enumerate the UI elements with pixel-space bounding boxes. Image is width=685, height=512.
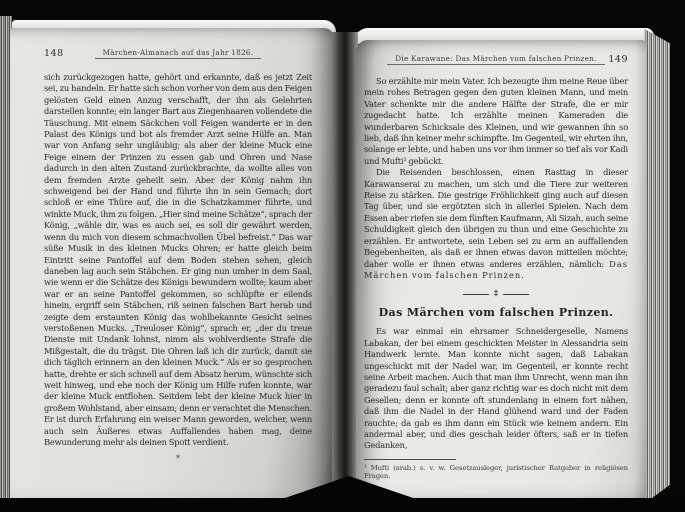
page-fore-edge-right (644, 24, 670, 504)
footnote-rule (364, 459, 456, 460)
left-page-body: sich zurückgezogen hatte, gehört und erkannte, daß es jetzt Zeit sei, zu handeln. Er hatte sich schon vorher von dem aus den Feigen gelösten Geld einen Anzug verschafft, der ihn als Gelehrten darstellen konnte; ein langer Bart aus Ziegenhaaren vollendete die Täuschung. Mit einem Säckchen voll Feigen wanderte er in den Palast des Königs und bot als fremder Arzt seine Hülfe an. Man war von Anfang sehr ungläubig; als aber der kleine Muck eine Feige einem der Prinzen zu essen gab und Ohren und Nase dadurch in den alten Zustand zurückbrachte, da wollte alles von dem fremden Arzte geheilt sein. Aber der König nahm ihn schweigend bei der Hand und führte ihn in sein Gemach; dort schloß er eine Thüre auf, die in die Schatzkammer führte, und winkte Muck, ihm zu folgen. „Hier sind meine Schätze“, sprach der König, „wähle dir, was es auch sei, es soll dir gewährt werden, wenn du mich von diesem schmachvollen Übel befreist.“ Das war süße Musik in des kleinen Mucks Ohren; er hatte gleich beim Eintritt seine Pantoffel auf dem Boden stehen sehen, gleich daneben lag auch sein Stäbchen. Er ging nun umher in dem Saal, wie wenn er die Schätze des Königs bewundern wollte; kaum aber war er an seine Pantoffel gekommen, so schlüpfte er eilends hinein, ergriff sein Stäbchen, riß seinen falschen Bart herab und zeigte dem erstaunten König das wohlbekannte Gesicht seines verstoßenen Mucks. „Treuloser König“, sprach er, „der du treue Dienste mit Undank lohnst, nimm als wohlverdiente Strafe die Mißgestalt, die du trägst. Die Ohren laß ich dir zurück, damit sie dich täglich erinnern an den kleinen Muck.“ Als er so gesprochen hatte, drehte er sich schnell auf dem Absatz herum, wünschte sich weit hinweg, und ehe noch der König um Hilfe rufen konnte, war der kleine Muck entflohen. Seitdem lebt der kleine Muck hier in großem Wohlstand, aber einsam; denn er verachtet die Menschen. Er ist durch Erfahrung ein weiser Mann geworden, welcher, wenn auch sein Äußeres etwas Auffallendes haben mag, deine Bewunderung mehr als deinen Spott verdient. (44, 72, 312, 447)
left-page-number: 148 (44, 48, 64, 59)
divider-cross-icon: ‡ (493, 289, 499, 300)
left-page (10, 28, 334, 502)
footnote-mufti: ¹ Mufti (arab.) s. v. w. Gesetzausleger, juristischer Ratgeber in religiösen Fragen. (364, 463, 628, 481)
right-page-number: 149 (608, 54, 628, 65)
paragraph-labakan-intro: Es war einmal ein ehrsamer Schneidergeselle, Namens Labakan, der bei einem geschickten Meister in Alessandria sein Handwerk lernte. Man konnte nicht sagen, daß Labakan ungeschickt mit der Nadel war, im Gegenteil, er konnte recht seine Arbeit machen. Auch that man ihm Unrecht, wenn man ihn geradezu faul schalt; aber ganz richtig war es doch nicht mit dem Gesellen; denn er konnte oft stundenlang in einem fort nähen, daß ihm die Nadel in der Hand glühend ward und der Faden rauchte; da gab es ihm dann ein Stück wie keinem andern. Ein andermal aber, und dies geschah leider öfters, saß er in tiefen Gedanken, (364, 326, 628, 451)
divider-line-right (503, 294, 529, 295)
paragraph-caravan-transition (364, 167, 628, 281)
book-spine-gutter (332, 32, 358, 502)
right-running-header: Die Karawane: Das Märchen vom falschen Prinzen. (387, 52, 604, 65)
right-page (356, 40, 646, 498)
story-title: Das Märchen vom falschen Prinzen. (378, 306, 614, 320)
end-of-story-mark: * (176, 454, 180, 464)
paragraph-transition-title-mention: Das Märchen vom falschen Prinzen. (364, 258, 628, 280)
background-bottom (0, 498, 685, 512)
divider-line-left (463, 294, 489, 295)
left-page-header (44, 46, 312, 62)
right-page-header (364, 52, 628, 68)
paragraph-transition-text: Die Reisenden beschlossen, einen Rasttag in dieser Karawanserai zu machen, um sich und die Tiere zur weiteren Reise zu stärken. Die gestrige Fröhlichkeit ging auch auf diesen Tag über, und sie ergötzten sich in allerlei Spielen. Nach dem Essen aber riefen sie dem fünften Kaufmann, Ali Sizah, auch seine Schuldigkeit gleich den übrigen zu thun und eine Geschichte zu erzählen. Er antwortete, sein Leben sei zu arm an auffallenden Begebenheiten, als daß er ihnen etwas davon mitteilen möchte; daher wolle er ihnen etwas anderes erzählen, nämlich: (364, 167, 628, 269)
paragraph-narrator-ending: So erzählte mir mein Vater. Ich bezeugte ihm meine Reue über mein rohes Betragen gegen den guten kleinen Mann, und mein Vater schenkte mir die andere Hälfte der Strafe, die er mir zugedacht hatte. Ich erzählte meinen Kameraden die wunderbaren Schicksale des Kleinen, und wir gewannen ihn so lieb, daß ihn keiner mehr schimpfte. Im Gegenteil, wir ehrten ihn, solange er lebte, und haben uns vor ihm immer so tief als vor Kadi und Mufti¹ gebückt. (364, 76, 628, 166)
left-running-header: Märchen-Almanach auf das Jahr 1826. (95, 46, 262, 59)
section-divider-ornament (364, 290, 628, 299)
